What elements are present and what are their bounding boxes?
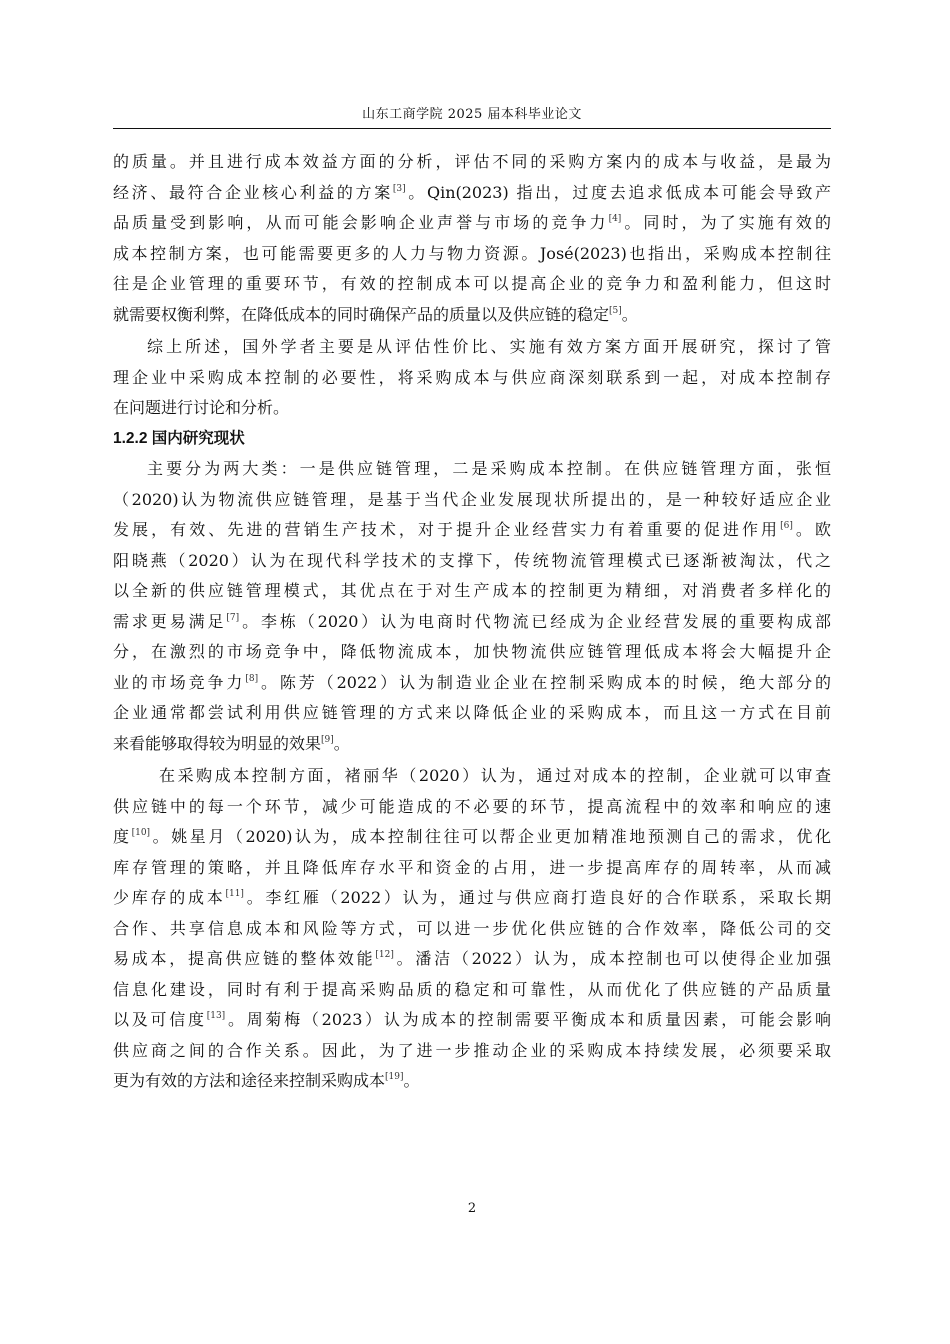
citation: [12] (375, 950, 394, 960)
text-line: 往是企业管理的重要环节，有效的控制成本可以提高企业的竞争力和盈利能力，但这时 (113, 274, 831, 293)
section-heading: 1.2.2 国内研究现状 (113, 429, 245, 447)
text-line: 就需要权衡利弊，在降低成本的同时确保产品的质量以及供应链的稳定[5]。 (113, 304, 638, 324)
citation: [5] (609, 305, 622, 316)
text-line: 供应链中的每一个环节，减少可能造成的不必要的环节，提高流程中的效率和响应的速 (113, 796, 831, 816)
citation: [8] (245, 673, 259, 684)
page-number: 2 (467, 1201, 477, 1216)
text-line: 需求更易满足[7]。李栋（2020）认为电商时代物流已经成为企业经营发展的重要构成部 (113, 611, 831, 631)
text-line: 少库存的成本[11]。李红雁（2022）认为，通过与供应商打造良好的合作联系，采取长期 (113, 888, 831, 907)
text-line: 的质量。并且进行成本效益方面的分析，评估不同的采购方案内的成本与收益，是最为 (113, 152, 831, 171)
text-line: 企业通常都尝试利用供应链管理的方式来以降低企业的采购成本，而且这一方式在目前 (113, 703, 831, 722)
citation: [6] (780, 521, 793, 531)
citation: [3] (392, 183, 406, 194)
text-line: 更为有效的方法和途径来控制采购成本[19]。 (113, 1071, 420, 1090)
text-line: 来看能够取得较为明显的效果[9]。 (113, 733, 350, 753)
text-line: 品质量受到影响，从而可能会影响企业声誉与市场的竞争力[4]。同时，为了实施有效的 (113, 213, 831, 232)
text-line: 供应商之间的合作关系。因此，为了进一步推动企业的采购成本持续发展，必须要采取 (113, 1040, 831, 1060)
text-line: 经济、最符合企业核心利益的方案[3]。Qin(2023) 指出，过度去追求低成本可能会导致产 (113, 182, 831, 202)
citation: [9] (321, 734, 334, 745)
citation: [4] (608, 214, 622, 224)
text-line: 度[10]。姚星月（2020)认为，成本控制往往可以帮企业更加精准地预测自己的需求，优化 (113, 827, 831, 846)
body-text (113, 147, 831, 1097)
text-line: 库存管理的策略，并且降低库存水平和资金的占用，进一步提高库存的周转率，从而减 (113, 857, 831, 877)
text-line: 发展，有效、先进的营销生产技术，对于提升企业经营实力有着重要的促进作用[6]。欧 (113, 520, 831, 539)
citation: [19] (385, 1072, 404, 1082)
header-divider (113, 128, 831, 129)
text-line: 以及可信度[13]。周菊梅（2023）认为成本的控制需要平衡成本和质量因素，可能会影响 (113, 1010, 831, 1029)
running-header: 山东工商学院 2025 届本科毕业论文 (362, 107, 582, 122)
text-line: 业的市场竞争力[8]。陈芳（2022）认为制造业企业在控制采购成本的时候，绝大部分的 (113, 672, 831, 692)
citation: [13] (206, 1011, 226, 1021)
text-line: 阳晓燕（2020）认为在现代科学技术的支撑下，传统物流管理模式已逐渐被淘汰，代之 (113, 550, 831, 570)
text-line: 理企业中采购成本控制的必要性，将采购成本与供应商深刻联系到一起，对成本控制存 (113, 367, 831, 387)
text-line: 信息化建设，同时有利于提高采购品质的稳定和可靠性，从而优化了供应链的产品质量 (113, 979, 831, 999)
citation: [7] (226, 612, 240, 623)
text-line: 分，在激烈的市场竞争中，降低物流成本，加快物流供应链管理低成本将会大幅提升企 (113, 642, 831, 661)
text-line: 合作、共享信息成本和风险等方式，可以进一步优化供应链的合作效率，降低公司的交 (113, 918, 831, 938)
citation: [10] (131, 828, 151, 838)
text-line: （2020)认为物流供应链管理，是基于当代企业发展现状所提出的，是一种较好适应企业 (113, 489, 831, 509)
text-line: 易成本，提高供应链的整体效能[12]。潘洁（2022）认为，成本控制也可以使得企业加强 (113, 949, 831, 968)
text-line: 以全新的供应链管理模式，其优点在于对生产成本的控制更为精细，对消费者多样化的 (113, 581, 831, 600)
paragraph-start: 综上所述，国外学者主要是从评估性价比、实施有效方案方面开展研究，探讨了管 (147, 337, 831, 356)
citation: [11] (225, 889, 244, 899)
text-line: 在问题进行讨论和分析。 (113, 398, 290, 417)
text-line: 成本控制方案，也可能需要更多的人力与物力资源。José(2023)也指出，采购成本控制往 (113, 243, 831, 263)
paragraph-start: 在采购成本控制方面，褚丽华（2020）认为，通过对成本的控制，企业就可以审查 (159, 766, 831, 785)
paragraph-start: 主要分为两大类：一是供应链管理，二是采购成本控制。在供应链管理方面，张恒 (147, 459, 831, 478)
